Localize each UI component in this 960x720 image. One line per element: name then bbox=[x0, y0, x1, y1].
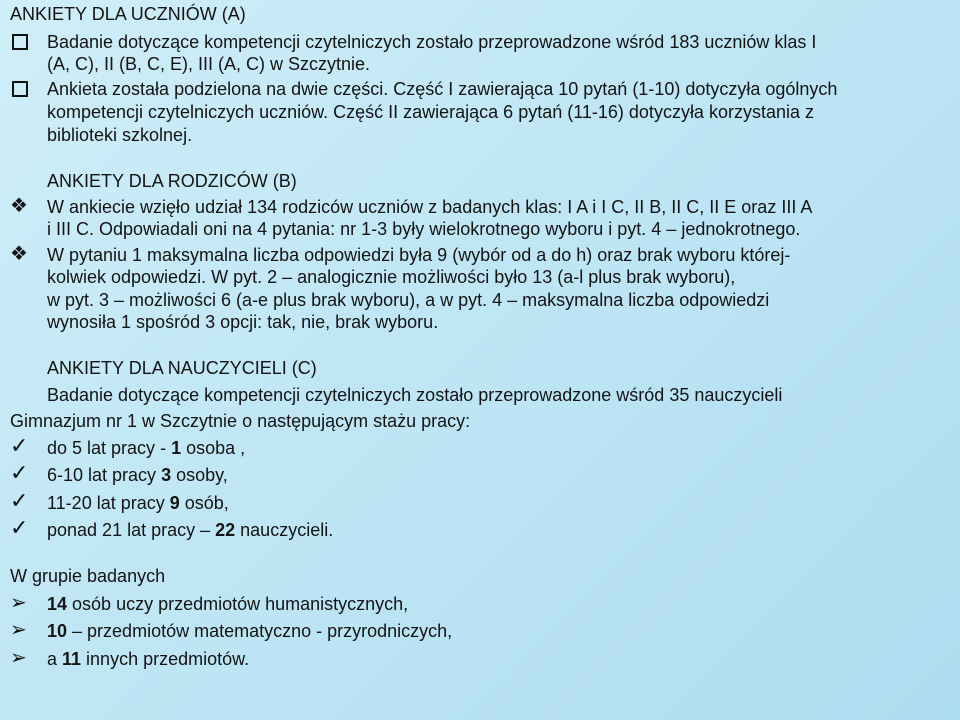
experience-item: do 5 lat pracy - 1 osoba , bbox=[47, 438, 246, 458]
parents-heading: ANKIETY DLA RODZICÓW (B) bbox=[47, 171, 297, 191]
students-heading: ANKIETY DLA UCZNIÓW (A) bbox=[10, 4, 246, 24]
students-item-1-line-1: Badanie dotyczące kompetencji czytelniczych zostało przeprowadzone wśród 183 uczniów klas I bbox=[47, 32, 817, 52]
parents-item-2-line-4: wynosiła 1 spośród 3 opcji: tak, nie, brak wyboru. bbox=[47, 312, 439, 332]
teachers-heading: ANKIETY DLA NAUCZYCIELI (C) bbox=[47, 358, 317, 378]
arrow-bullet-icon: ➢ bbox=[10, 590, 27, 614]
students-item-2-line-2: kompetencji czytelniczych uczniów. Część II zawierająca 6 pytań (11-16) dotyczyła korzystania z bbox=[47, 102, 814, 122]
parents-item-2-line-3: w pyt. 3 – możliwości 6 (a-e plus brak wyboru), a w pyt. 4 – maksymalna liczba odpowiedzi bbox=[47, 290, 770, 310]
arrow-bullet-icon: ➢ bbox=[10, 617, 27, 641]
teachers-intro-line-1: Badanie dotyczące kompetencji czytelniczych zostało przeprowadzone wśród 35 nauczycieli bbox=[47, 385, 783, 405]
experience-item: 11-20 lat pracy 9 osób, bbox=[47, 493, 229, 513]
students-item-2-line-3: biblioteki szkolnej. bbox=[47, 125, 193, 145]
parents-item-2-line-2: kolwiek odpowiedzi. W pyt. 2 – analogicznie możliwości było 13 (a-l plus brak wyboru), bbox=[47, 267, 736, 287]
parents-item-1-line-2: i III C. Odpowiadali oni na 4 pytania: nr 1-3 były wielokrotnego wyboru i pyt. 4 – jednokrotnego. bbox=[47, 219, 801, 239]
experience-item: 6-10 lat pracy 3 osoby, bbox=[47, 465, 228, 485]
subject-item: 10 – przedmiotów matematyczno - przyrodniczych, bbox=[47, 621, 453, 641]
subject-item: 14 osób uczy przedmiotów humanistycznych, bbox=[47, 594, 409, 614]
check-bullet-icon: ✓ bbox=[10, 461, 29, 486]
check-bullet-icon: ✓ bbox=[10, 489, 29, 514]
parents-item-1-line-1: W ankiecie wzięło udział 134 rodziców uczniów z badanych klas: I A i I C, II B, II C, II E oraz III A bbox=[47, 197, 813, 217]
students-item-1-line-2: (A, C), II (B, C, E), III (A, C) w Szczytnie. bbox=[47, 54, 371, 74]
diamond-bullet-icon: ❖ bbox=[10, 241, 28, 265]
check-bullet-icon: ✓ bbox=[10, 434, 29, 459]
diamond-bullet-icon: ❖ bbox=[10, 193, 28, 217]
subject-item: a 11 innych przedmiotów. bbox=[47, 649, 250, 669]
checkbox-bullet-icon bbox=[12, 34, 28, 50]
teachers-intro-line-2: Gimnazjum nr 1 w Szczytnie o następującym stażu pracy: bbox=[10, 411, 471, 431]
parents-item-2-line-1: W pytaniu 1 maksymalna liczba odpowiedzi była 9 (wybór od a do h) oraz brak wyboru której- bbox=[47, 245, 791, 265]
check-bullet-icon: ✓ bbox=[10, 516, 29, 541]
group-heading: W grupie badanych bbox=[10, 566, 166, 586]
experience-item: ponad 21 lat pracy – 22 nauczycieli. bbox=[47, 520, 334, 540]
checkbox-bullet-icon bbox=[12, 81, 28, 97]
students-item-2-line-1: Ankieta została podzielona na dwie części. Część I zawierająca 10 pytań (1-10) dotyczyła ogólnych bbox=[47, 79, 838, 99]
arrow-bullet-icon: ➢ bbox=[10, 645, 27, 669]
